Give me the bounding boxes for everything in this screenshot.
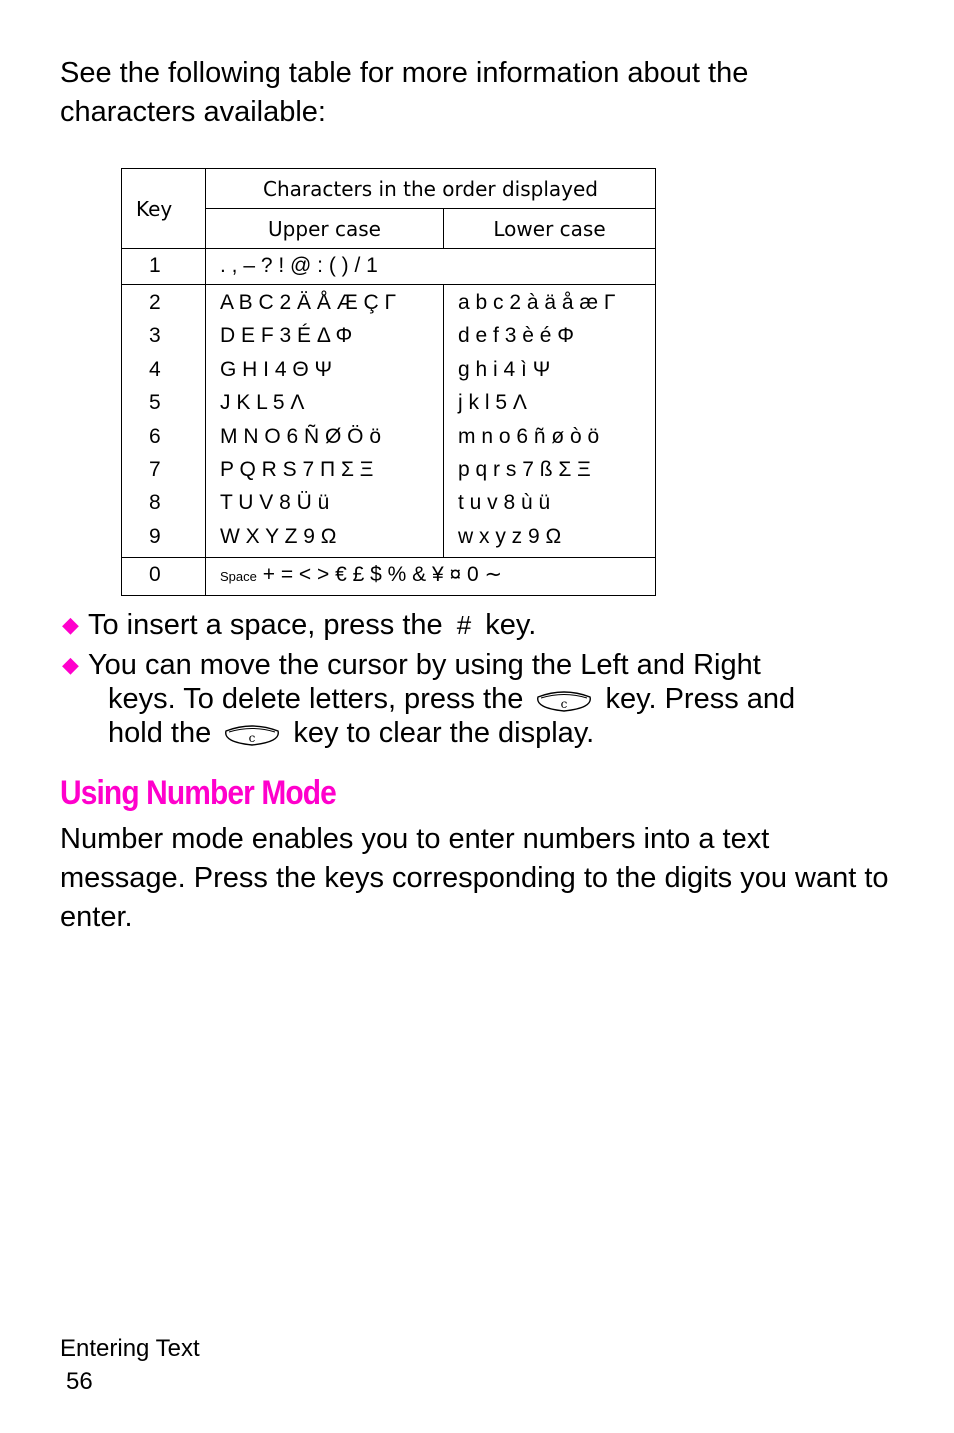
lower-case-header: Lower case bbox=[444, 209, 656, 249]
svg-text:c: c bbox=[561, 697, 568, 712]
keys-2-9: 2 3 4 5 6 7 8 9 bbox=[122, 285, 206, 558]
space-label: Space bbox=[220, 569, 257, 585]
section-heading: Using Number Mode bbox=[60, 774, 336, 812]
footer-section: Entering Text bbox=[60, 1335, 200, 1362]
intro-paragraph: See the following table for more information about the characters available: bbox=[60, 57, 749, 128]
chars-header: Characters in the order displayed bbox=[206, 169, 656, 209]
tip-space: ◆ To insert a space, press the # key. bbox=[62, 609, 537, 641]
diamond-bullet-icon: ◆ bbox=[62, 652, 79, 677]
character-table bbox=[121, 168, 656, 596]
upper-case-header: Upper case bbox=[206, 209, 444, 249]
key-header: Key bbox=[122, 169, 206, 249]
page-number: 56 bbox=[66, 1368, 93, 1395]
lower-case-chars: a b c 2 à ä å æ Γ d e f 3 è é Φ g h i 4 ì Ψ j k l 5 Λ m n o 6 ñ ø ò ö p q r s 7 ß Σ Ξ t u v 8 ù ü w x y z 9 Ω bbox=[444, 285, 656, 558]
tip-cursor: ◆ You can move the cursor by using the Left and Right keys. To delete letters, press the c key. Press and hold the c key to clear the display. bbox=[62, 649, 796, 749]
svg-text:c: c bbox=[248, 731, 256, 746]
hash-key-icon: # bbox=[456, 610, 472, 640]
upper-case-chars: A B C 2 Ä Å Æ Ç Γ D E F 3 É Δ Φ G H I 4 Θ Ψ J K L 5 Λ M N O 6 Ñ Ø Ö ö P Q R S 7 Π Σ Ξ T U V 8 Ü ü W X Y Z 9 Ω bbox=[206, 285, 444, 558]
row0-chars: Space + = < > € £ $ % & ¥ ¤ 0 ∼ bbox=[206, 558, 656, 596]
row1-chars: . , – ? ! @ : ( ) / 1 bbox=[206, 249, 656, 285]
clear-key-icon bbox=[535, 688, 593, 712]
diamond-bullet-icon: ◆ bbox=[62, 612, 79, 637]
clear-key-icon bbox=[223, 722, 281, 746]
key-cell: 0 bbox=[122, 558, 206, 596]
page-footer bbox=[60, 1332, 200, 1398]
key-cell: 1 bbox=[122, 249, 206, 285]
tips-list bbox=[62, 608, 882, 756]
section-body: Number mode enables you to enter numbers into a text message. Press the keys corresponding to the digits you want to enter. bbox=[60, 823, 889, 933]
